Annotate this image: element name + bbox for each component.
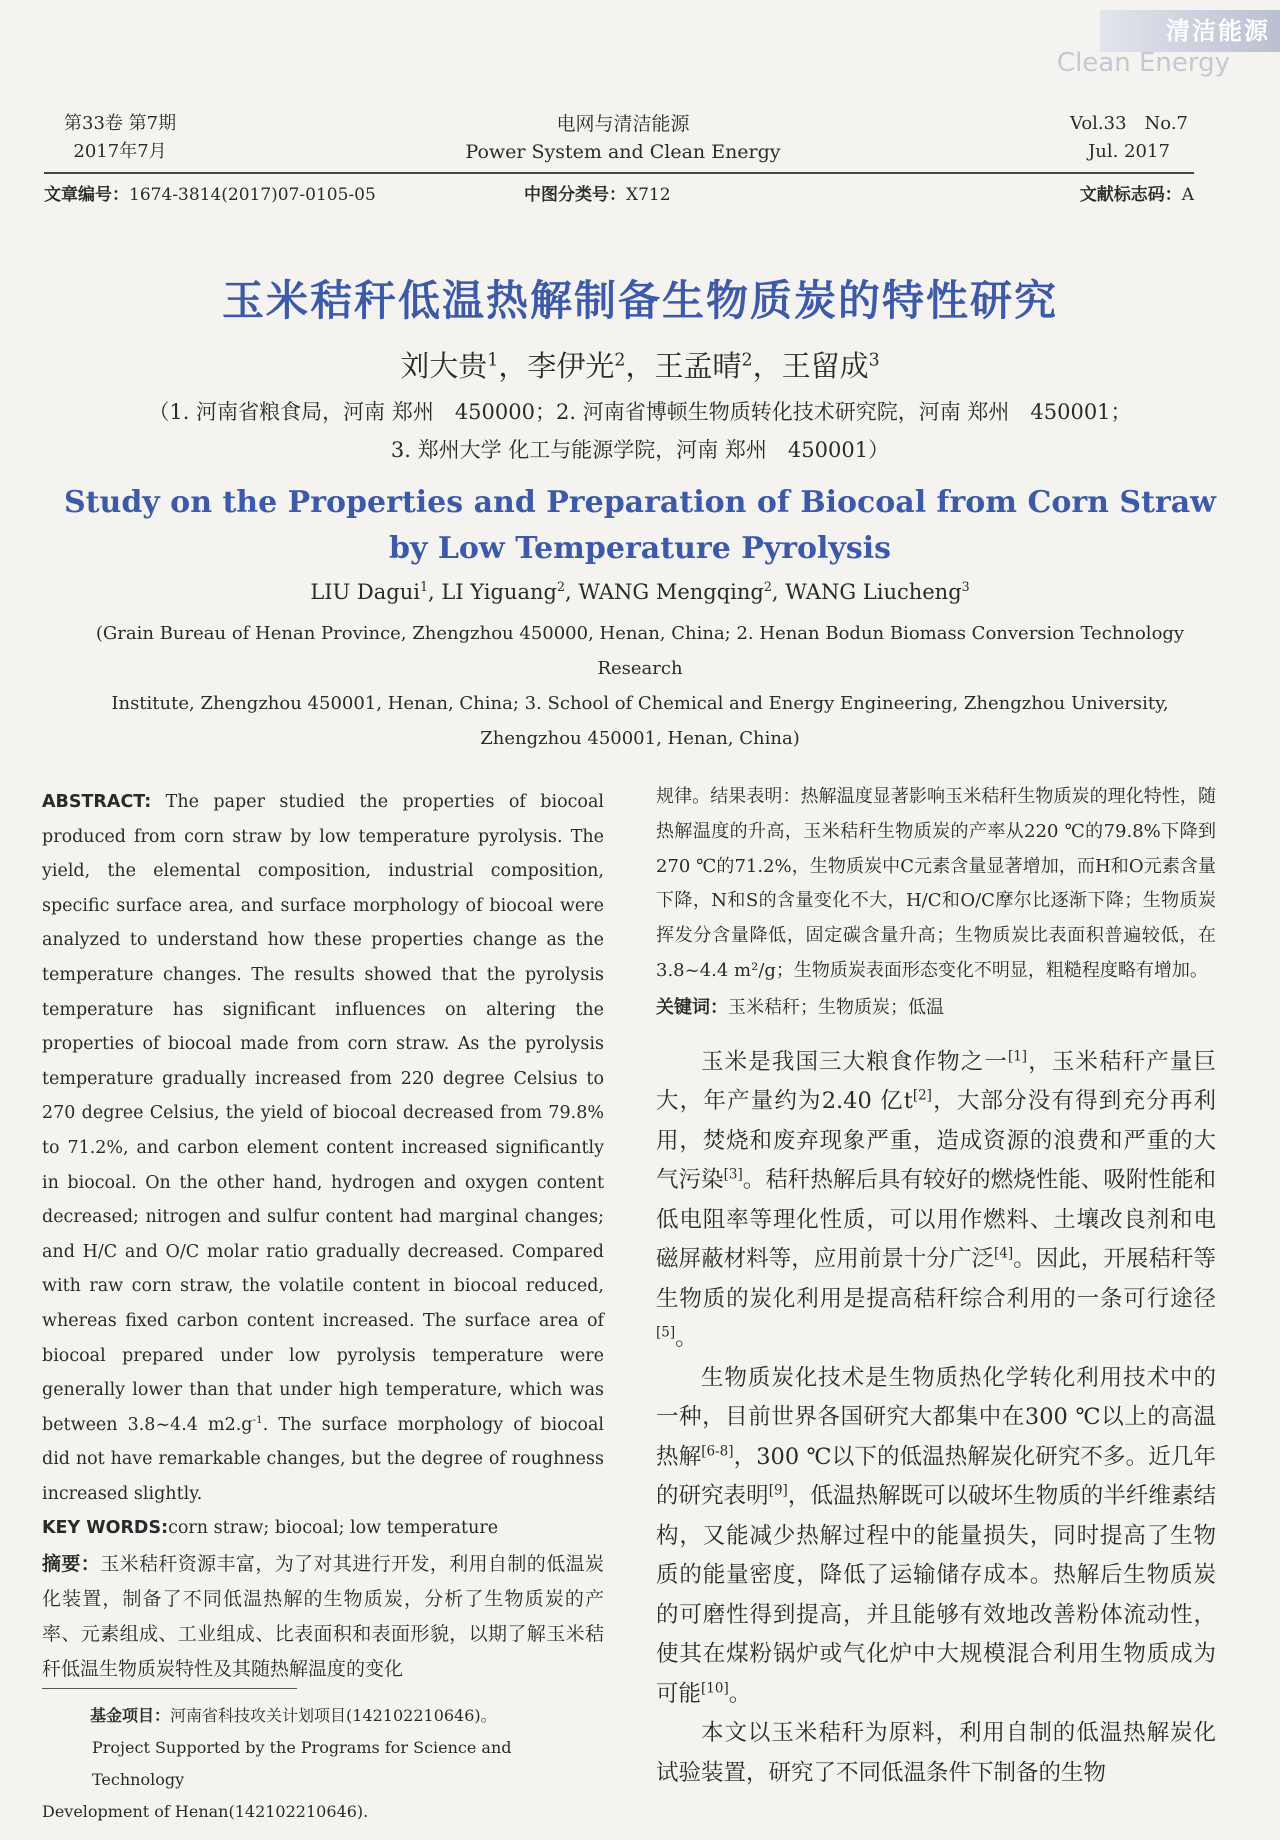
body-text: ，300 ℃以下的低温热解炭化研究不多。近几年的研究表明 <box>656 1443 1216 1510</box>
header-volume: 第33卷 第7期 <box>64 113 177 134</box>
body-text: 。因此，开展秸秆等生物质的炭化利用是提高秸秆综合利用的一条可行途径 <box>656 1246 1216 1312</box>
header-date-en: Jul. 2017 <box>1088 141 1170 162</box>
en-author-name: LI Yiguang <box>441 580 557 604</box>
left-column <box>42 785 604 1687</box>
keywords-en-label: KEY WORDS: <box>42 1518 169 1539</box>
header-journal <box>58 110 1188 166</box>
citation-mark: [10] <box>701 1680 729 1697</box>
authors-en <box>0 580 1280 604</box>
document-code-label: 文献标志码： <box>1079 185 1182 205</box>
cn-author-separator: ， <box>498 349 528 383</box>
keywords-cn <box>656 991 1216 1025</box>
cn-author-name: 王留成 <box>781 349 869 383</box>
en-author-name: WANG Mengqing <box>578 580 764 604</box>
citation-mark: [3] <box>723 1166 743 1183</box>
abstract-en <box>42 785 604 1511</box>
cn-author-name: 李伊光 <box>527 349 615 383</box>
abstract-cn-continued: 规律。结果表明：热解温度显著影响玉米秸秆生物质炭的理化特性，随热解温度的升高，玉米秸秆生物质炭的产率从220 ℃的79.8%下降到270 ℃的71.2%，生物质炭中C元素含量显著增加，而H和O元素含量下降，N和S的含量变化不大，H/C和O/C摩尔比逐渐下降；生物质炭挥发分含量降低，固定碳含量升高；生物质炭比表面积普遍较低，在3.8~4.4 m²/g；生物质炭表面形态变化不明显，粗糙程度略有增加。 <box>656 786 1216 981</box>
fund-label: 基金项目： <box>90 1706 171 1725</box>
document-code <box>1080 180 1194 205</box>
corner-tab: 清洁能源 <box>1100 10 1280 52</box>
article-meta <box>44 180 1194 206</box>
affiliation-cn-line: （1. 河南省粮食局，河南 郑州 450000；2. 河南省博顿生物质转化技术研究院，河南 郑州 450001； <box>148 400 1132 424</box>
body-paragraph-2 <box>656 1359 1216 1715</box>
footnote-rule <box>42 1688 297 1689</box>
running-header <box>58 110 1188 166</box>
body-text: 。 <box>728 1680 752 1707</box>
cn-author-name: 刘大贵 <box>400 349 488 383</box>
fund-text: 河南省科技攻关计划项目(142102210646)。 <box>170 1706 497 1725</box>
header-rule <box>44 172 1194 174</box>
keywords-en <box>42 1511 604 1545</box>
en-author-affiliation-mark: 3 <box>961 579 970 594</box>
body-text: ，大部分没有得到充分再利用，焚烧和废弃现象严重，造成资源的浪费和严重的大气污染 <box>656 1088 1216 1194</box>
body-text: ，玉米秸秆产量巨大，年产量约为2.40 亿t <box>656 1048 1216 1115</box>
journal-name-en: Power System and Clean Energy <box>465 141 781 163</box>
en-author-separator: , <box>771 580 786 604</box>
abstract-cn-label: 摘要： <box>42 1553 101 1576</box>
fund-en-line: Development of Henan(142102210646). <box>42 1802 369 1821</box>
citation-mark: [6-8] <box>701 1443 734 1460</box>
authors-cn <box>0 344 1280 385</box>
article-number-label: 文章编号： <box>44 185 129 205</box>
citation-mark: [2] <box>912 1087 932 1104</box>
keywords-cn-label: 关键词： <box>656 996 728 1018</box>
abstract-en-text: The paper studied the properties of biocoal produced from corn straw by low temperature pyrolysis. The yield, the elemental composition, industrial composition, specific surface area, and surface morphology of biocoal were analyzed to understand how these properties change as the temperature changes. The results showed that the pyrolysis temperature has significant influences on altering the properties of biocoal made from corn straw. As the pyrolysis temperature gradually increased from 220 degree Celsius to 270 degree Celsius, the yield of biocoal decreased from 79.8% to 71.2%, and carbon element content increased significantly in biocoal. On the other hand, hydrogen and oxygen content decreased; nitrogen and sulfur content had marginal changes; and H/C and O/C molar ratio gradually decreased. Compared with raw corn straw, the volatile content in biocoal reduced, whereas fixed carbon content increased. The surface area of biocoal prepared under low pyrolysis temperature were generally lower than that under high temperature, which was between 3.8~4.4 m2.g <box>42 792 604 1435</box>
document-code-value: A <box>1181 185 1194 205</box>
affiliation-en-line: Institute, Zhengzhou 450001, Henan, China; 3. School of Chemical and Energy Engineering, Zhengzhou University, <box>111 693 1169 714</box>
en-author-separator: , <box>427 580 442 604</box>
footnote <box>42 1700 604 1828</box>
cn-author-affiliation-mark: 2 <box>614 350 626 371</box>
body-text: 生物质炭化技术是生物质热化学转化利用技术中的一种，目前世界各国研究大都集中在300 ℃以上的高温热解 <box>656 1364 1216 1470</box>
citation-mark: [4] <box>994 1245 1014 1262</box>
en-author-affiliation-mark: 2 <box>763 579 772 594</box>
header-vol-no: Vol.33 No.7 <box>1069 113 1188 134</box>
body-text: 玉米是我国三大粮食作物之一 <box>701 1048 1008 1075</box>
citation-mark: [9] <box>768 1482 788 1499</box>
article-number-value: 1674-3814(2017)07-0105-05 <box>129 185 376 205</box>
cn-author-separator: ， <box>752 349 782 383</box>
header-volume-en <box>1070 110 1188 166</box>
citation-mark: [5] <box>656 1324 676 1341</box>
journal-name-cn: 电网与清洁能源 <box>556 113 690 135</box>
en-author-separator: , <box>564 580 579 604</box>
en-author-affiliation-mark: 2 <box>556 579 565 594</box>
header-date: 2017年7月 <box>73 141 167 162</box>
body-text: 本文以玉米秸秆为原料，利用自制的低温热解炭化试验装置，研究了不同低温条件下制备的生物 <box>656 1720 1216 1786</box>
citation-mark: [1] <box>1007 1048 1028 1065</box>
abstract-cn <box>42 1547 604 1686</box>
en-author-name: WANG Liucheng <box>785 580 962 604</box>
keywords-en-text: corn straw; biocoal; low temperature <box>168 1518 499 1539</box>
en-author-name: LIU Dagui <box>310 580 420 604</box>
fund-en-line: Project Supported by the Programs for Science and Technology <box>92 1738 512 1789</box>
abstract-cn-text-left: 玉米秸秆资源丰富，为了对其进行开发，利用自制的低温炭化装置，制备了不同低温热解的生物质炭，分析了生物质炭的产率、元素组成、工业组成、比表面积和表面形貌，以期了解玉米秸秆低温生物质炭特性及其随热解温度的变化 <box>42 1553 604 1680</box>
fund-project <box>42 1700 604 1732</box>
abstract-en-sup: -1 <box>252 1413 263 1426</box>
clc-value: X712 <box>626 185 671 205</box>
abstract-en-text-end: . The surface morphology of biocoal did not have remarkable changes, but the degree of roughness increased slightly. <box>42 1414 605 1504</box>
body-text: 。 <box>675 1325 698 1352</box>
affiliations-en <box>60 616 1220 756</box>
affiliation-en-line: Zhengzhou 450001, Henan, China) <box>480 728 800 749</box>
body-text: ，低温热解既可以破坏生物质的半纤维素结构，又能减少热解过程中的能量损失，同时提高了生物质的能量密度，降低了运输储存成本。热解后生物质炭的可磨性得到提高，并且能够有效地改善粉体流动性，使其在煤粉锅炉或气化炉中大规模混合利用生物质成为可能 <box>656 1483 1216 1707</box>
clc-number <box>524 180 671 205</box>
cn-author-affiliation-mark: 1 <box>487 350 499 371</box>
body-paragraph-3 <box>656 1714 1216 1793</box>
article-number <box>44 180 376 205</box>
title-cn: 玉米秸秆低温热解制备生物质炭的特性研究 <box>221 276 1058 325</box>
abstract-en-label: ABSTRACT: <box>42 792 152 812</box>
body-paragraph-1 <box>656 1043 1216 1359</box>
title-en: Study on the Properties and Preparation of Biocoal from Corn Straw by Low Temperature Pyrolysis <box>64 485 1216 566</box>
right-column <box>656 780 1216 1793</box>
cn-author-affiliation-mark: 2 <box>741 350 753 371</box>
cn-author-separator: ， <box>625 349 655 383</box>
cn-author-affiliation-mark: 3 <box>868 350 880 371</box>
affiliation-en-line: (Grain Bureau of Henan Province, Zhengzhou 450000, Henan, China; 2. Henan Bodun Biomass Conversion Technology Research <box>95 623 1185 679</box>
corner-brand: Clean Energy <box>1056 48 1230 78</box>
affiliations-cn <box>0 393 1280 469</box>
en-author-affiliation-mark: 1 <box>419 579 428 594</box>
clc-label: 中图分类号： <box>524 185 626 205</box>
affiliation-cn-line: 3. 郑州大学 化工与能源学院，河南 郑州 450001） <box>390 438 890 462</box>
keywords-cn-text: 玉米秸秆；生物质炭；低温 <box>728 996 944 1018</box>
cn-author-name: 王孟晴 <box>654 349 742 383</box>
body-text: 。秸秆热解后具有较好的燃烧性能、吸附性能和低电阻率等理化性质，可以用作燃料、土壤改良剂和电磁屏蔽材料等，应用前景十分广泛 <box>656 1167 1216 1273</box>
